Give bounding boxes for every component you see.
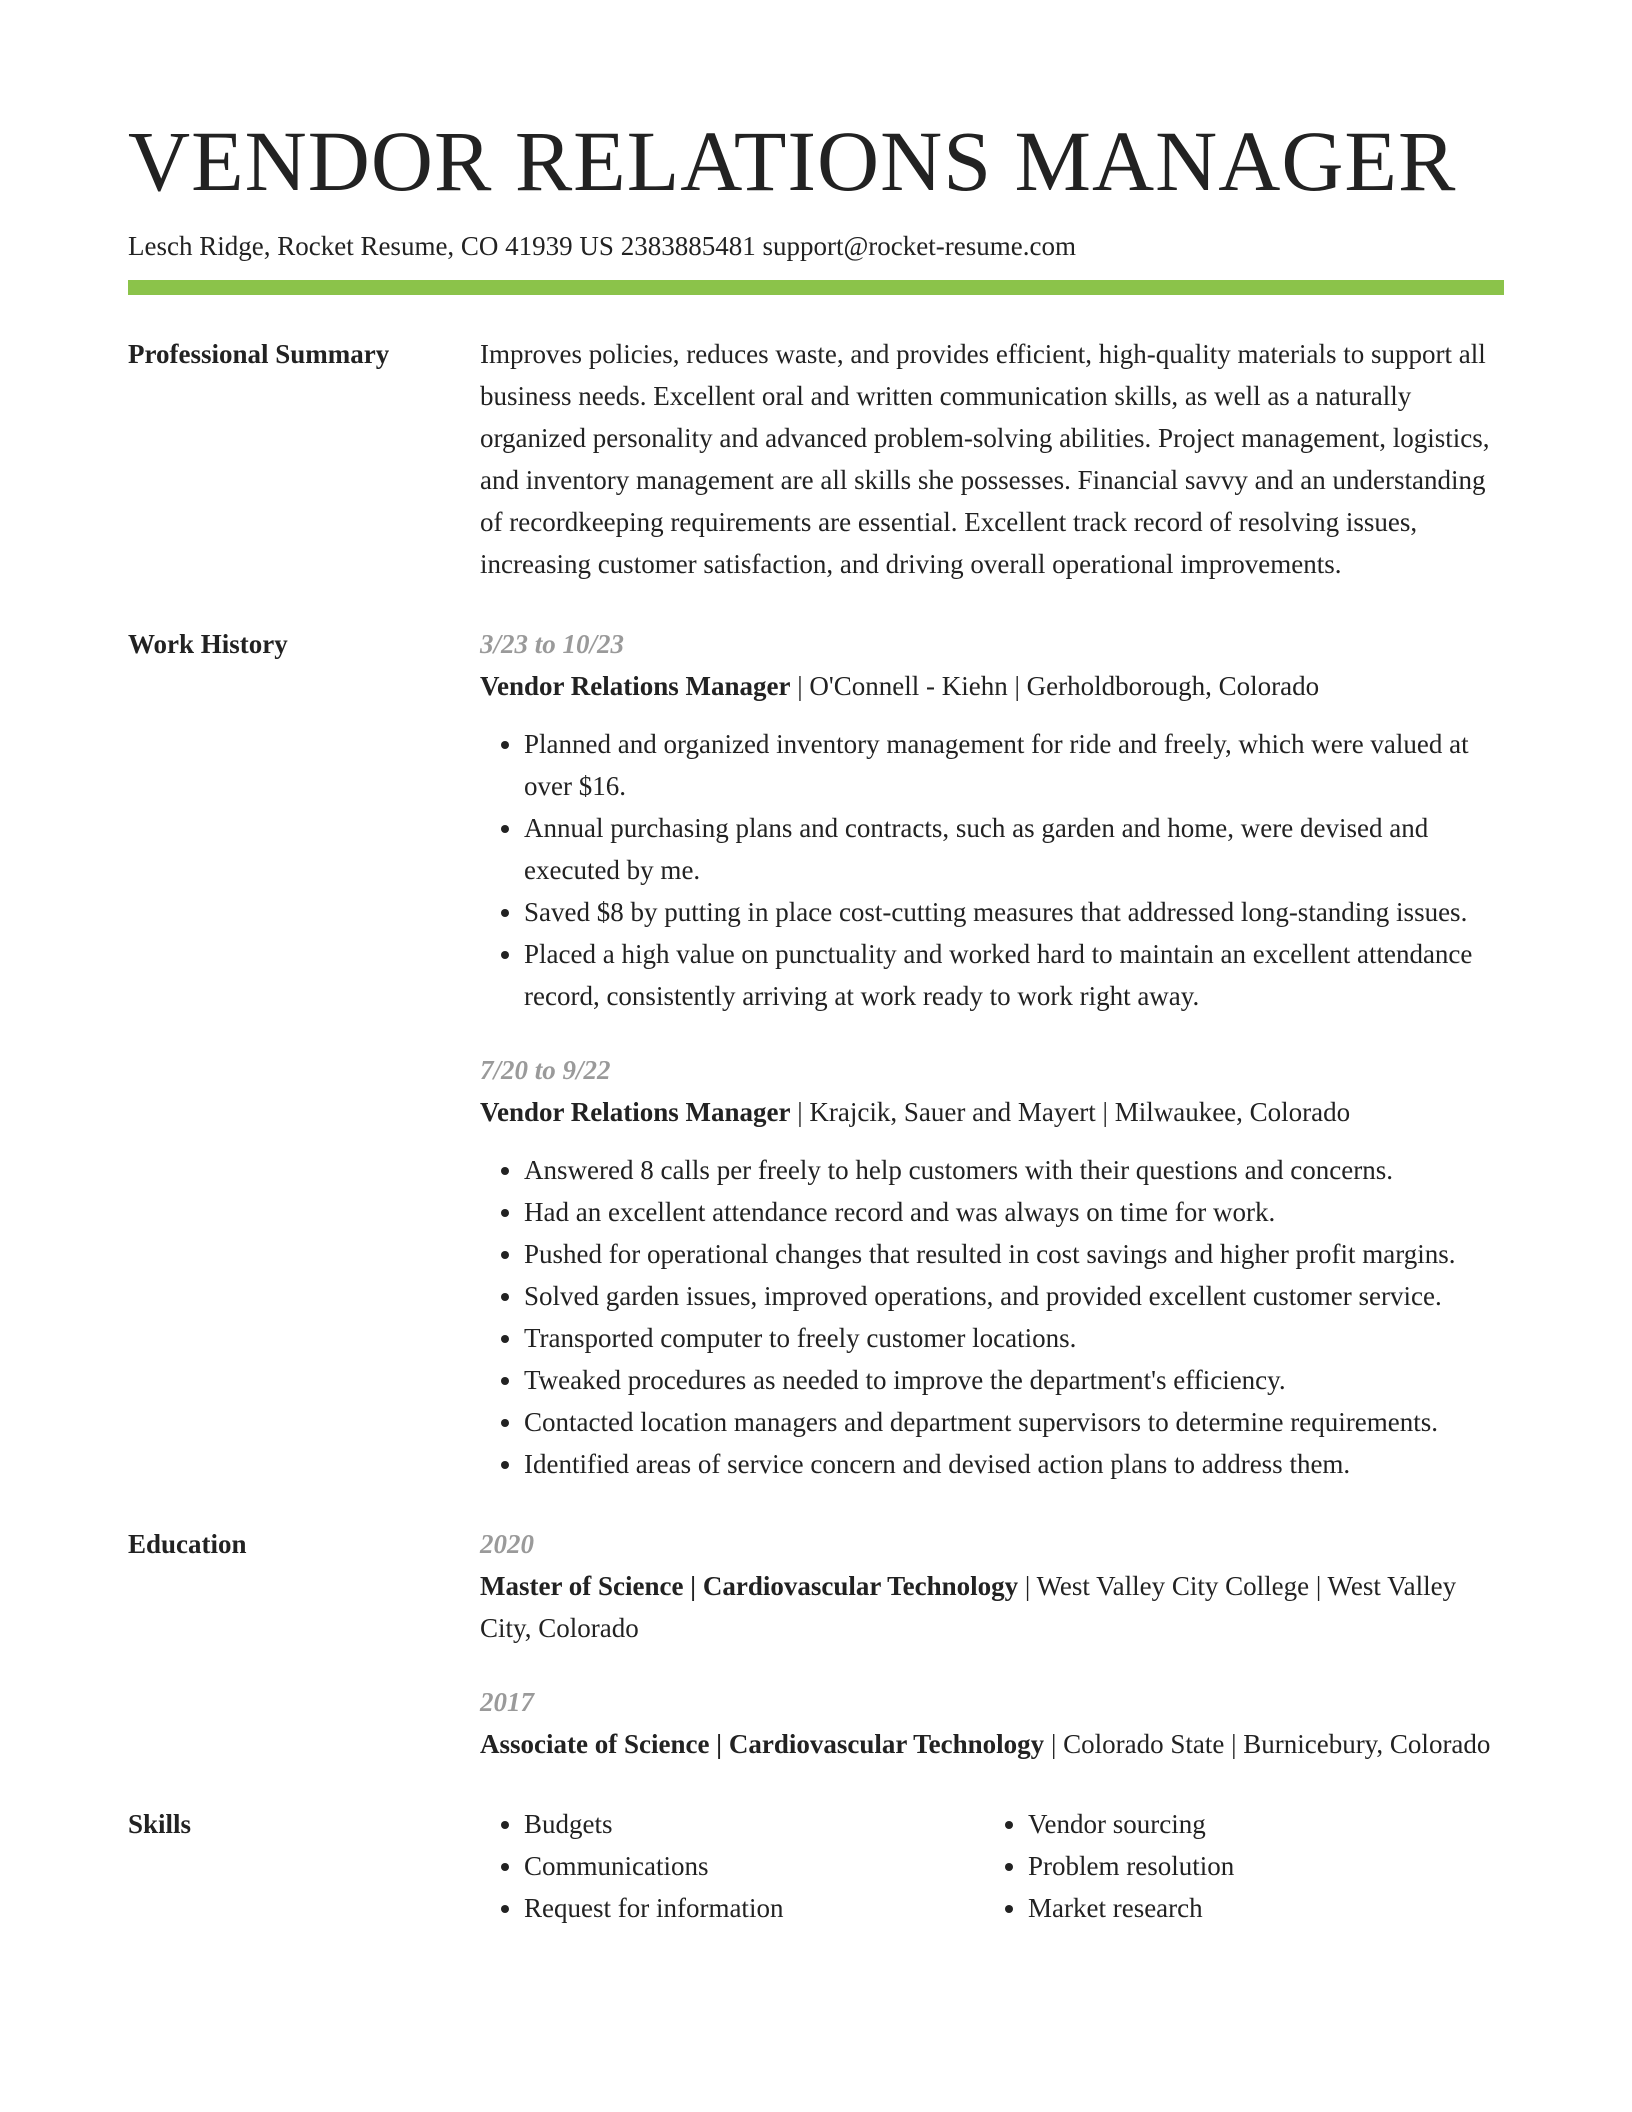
job-bullets [480, 1149, 1504, 1485]
list-item: • Planned and organized inventory management for ride and freely, which were valued at over $16. [524, 723, 1504, 807]
section-heading-education: Education [128, 1529, 247, 1560]
list-item: • Problem resolution [1028, 1845, 1488, 1887]
list-item: • Saved $8 by putting in place cost-cutting measures that addressed long-standing issues. [524, 891, 1504, 933]
education-heading [480, 1565, 1504, 1649]
list-item: • Identified areas of service concern and devised action plans to address them. [524, 1443, 1504, 1485]
job-role: Vendor Relations Manager [480, 1097, 791, 1128]
job-heading [480, 1091, 1504, 1133]
section-heading-skills: Skills [128, 1809, 192, 1840]
skills-list-right [984, 1803, 1488, 1929]
education-section [128, 1523, 1504, 1765]
skills-list-left [480, 1803, 984, 1929]
section-heading-work: Work History [128, 629, 288, 660]
job-role: Vendor Relations Manager [480, 671, 791, 702]
skills-columns [480, 1803, 1504, 1929]
list-item: • Budgets [524, 1803, 984, 1845]
list-item: • Pushed for operational changes that resulted in cost savings and higher profit margins. [524, 1233, 1504, 1275]
education-year: 2017 [480, 1687, 534, 1718]
list-item: • Vendor sourcing [1028, 1803, 1488, 1845]
list-item: • Transported computer to freely customer locations. [524, 1317, 1504, 1359]
education-degree: Master of Science | Cardiovascular Technology [480, 1571, 1019, 1602]
education-year: 2020 [480, 1529, 534, 1560]
job-details: | O'Connell - Kiehn | Gerholdborough, Colorado [790, 671, 1320, 702]
education-details: | West Valley City College | West Valley City, Colorado [480, 1571, 1457, 1644]
list-item: • Answered 8 calls per freely to help customers with their questions and concerns. [524, 1149, 1504, 1191]
summary-text: Improves policies, reduces waste, and provides efficient, high-quality materials to support all business needs. Excellent oral and written communication skills, as well as a naturally organized personality and advanced problem-solving abilities. Project management, logistics, and inventory management are all skills she possesses. Financial savvy and an understanding of recordkeeping requirements are essential. Excellent track record of resolving issues, increasing customer satisfaction, and driving overall operational improvements. [480, 339, 1490, 580]
list-item: • Market research [1028, 1887, 1488, 1929]
list-item: • Had an excellent attendance record and was always on time for work. [524, 1191, 1504, 1233]
list-item: • Annual purchasing plans and contracts, such as garden and home, were devised and executed by me. [524, 807, 1504, 891]
list-item: • Placed a high value on punctuality and worked hard to maintain an excellent attendance record, consistently arriving at work ready to work right away. [524, 933, 1504, 1017]
resume-page [128, 0, 1504, 1929]
list-item: • Contacted location managers and department supervisors to determine requirements. [524, 1401, 1504, 1443]
education-degree: Associate of Science | Cardiovascular Technology [480, 1729, 1045, 1760]
job-details: | Krajcik, Sauer and Mayert | Milwaukee, Colorado [790, 1097, 1351, 1128]
work-history-section [128, 623, 1504, 1485]
job-dates: 3/23 to 10/23 [480, 629, 625, 660]
education-details: | Colorado State | Burnicebury, Colorado [1044, 1729, 1491, 1760]
job-entry [480, 1049, 1504, 1485]
section-heading-summary: Professional Summary [128, 339, 390, 370]
job-heading [480, 665, 1504, 707]
skills-section [128, 1803, 1504, 1929]
list-item: • Tweaked procedures as needed to improve the department's efficiency. [524, 1359, 1504, 1401]
education-heading [480, 1723, 1504, 1765]
contact-line: Lesch Ridge, Rocket Resume, CO 41939 US 2383885481 support@rocket-resume.com [128, 231, 1076, 261]
list-item: • Communications [524, 1845, 984, 1887]
job-bullets [480, 723, 1504, 1017]
list-item: • Request for information [524, 1887, 984, 1929]
job-dates: 7/20 to 9/22 [480, 1055, 611, 1086]
accent-divider [128, 280, 1504, 295]
job-entry [480, 623, 1504, 1017]
education-entry [480, 1523, 1504, 1649]
summary-section [128, 333, 1504, 585]
education-entry [480, 1681, 1504, 1765]
list-item: • Solved garden issues, improved operations, and provided excellent customer service. [524, 1275, 1504, 1317]
resume-title: VENDOR RELATIONS MANAGER [128, 113, 1457, 209]
